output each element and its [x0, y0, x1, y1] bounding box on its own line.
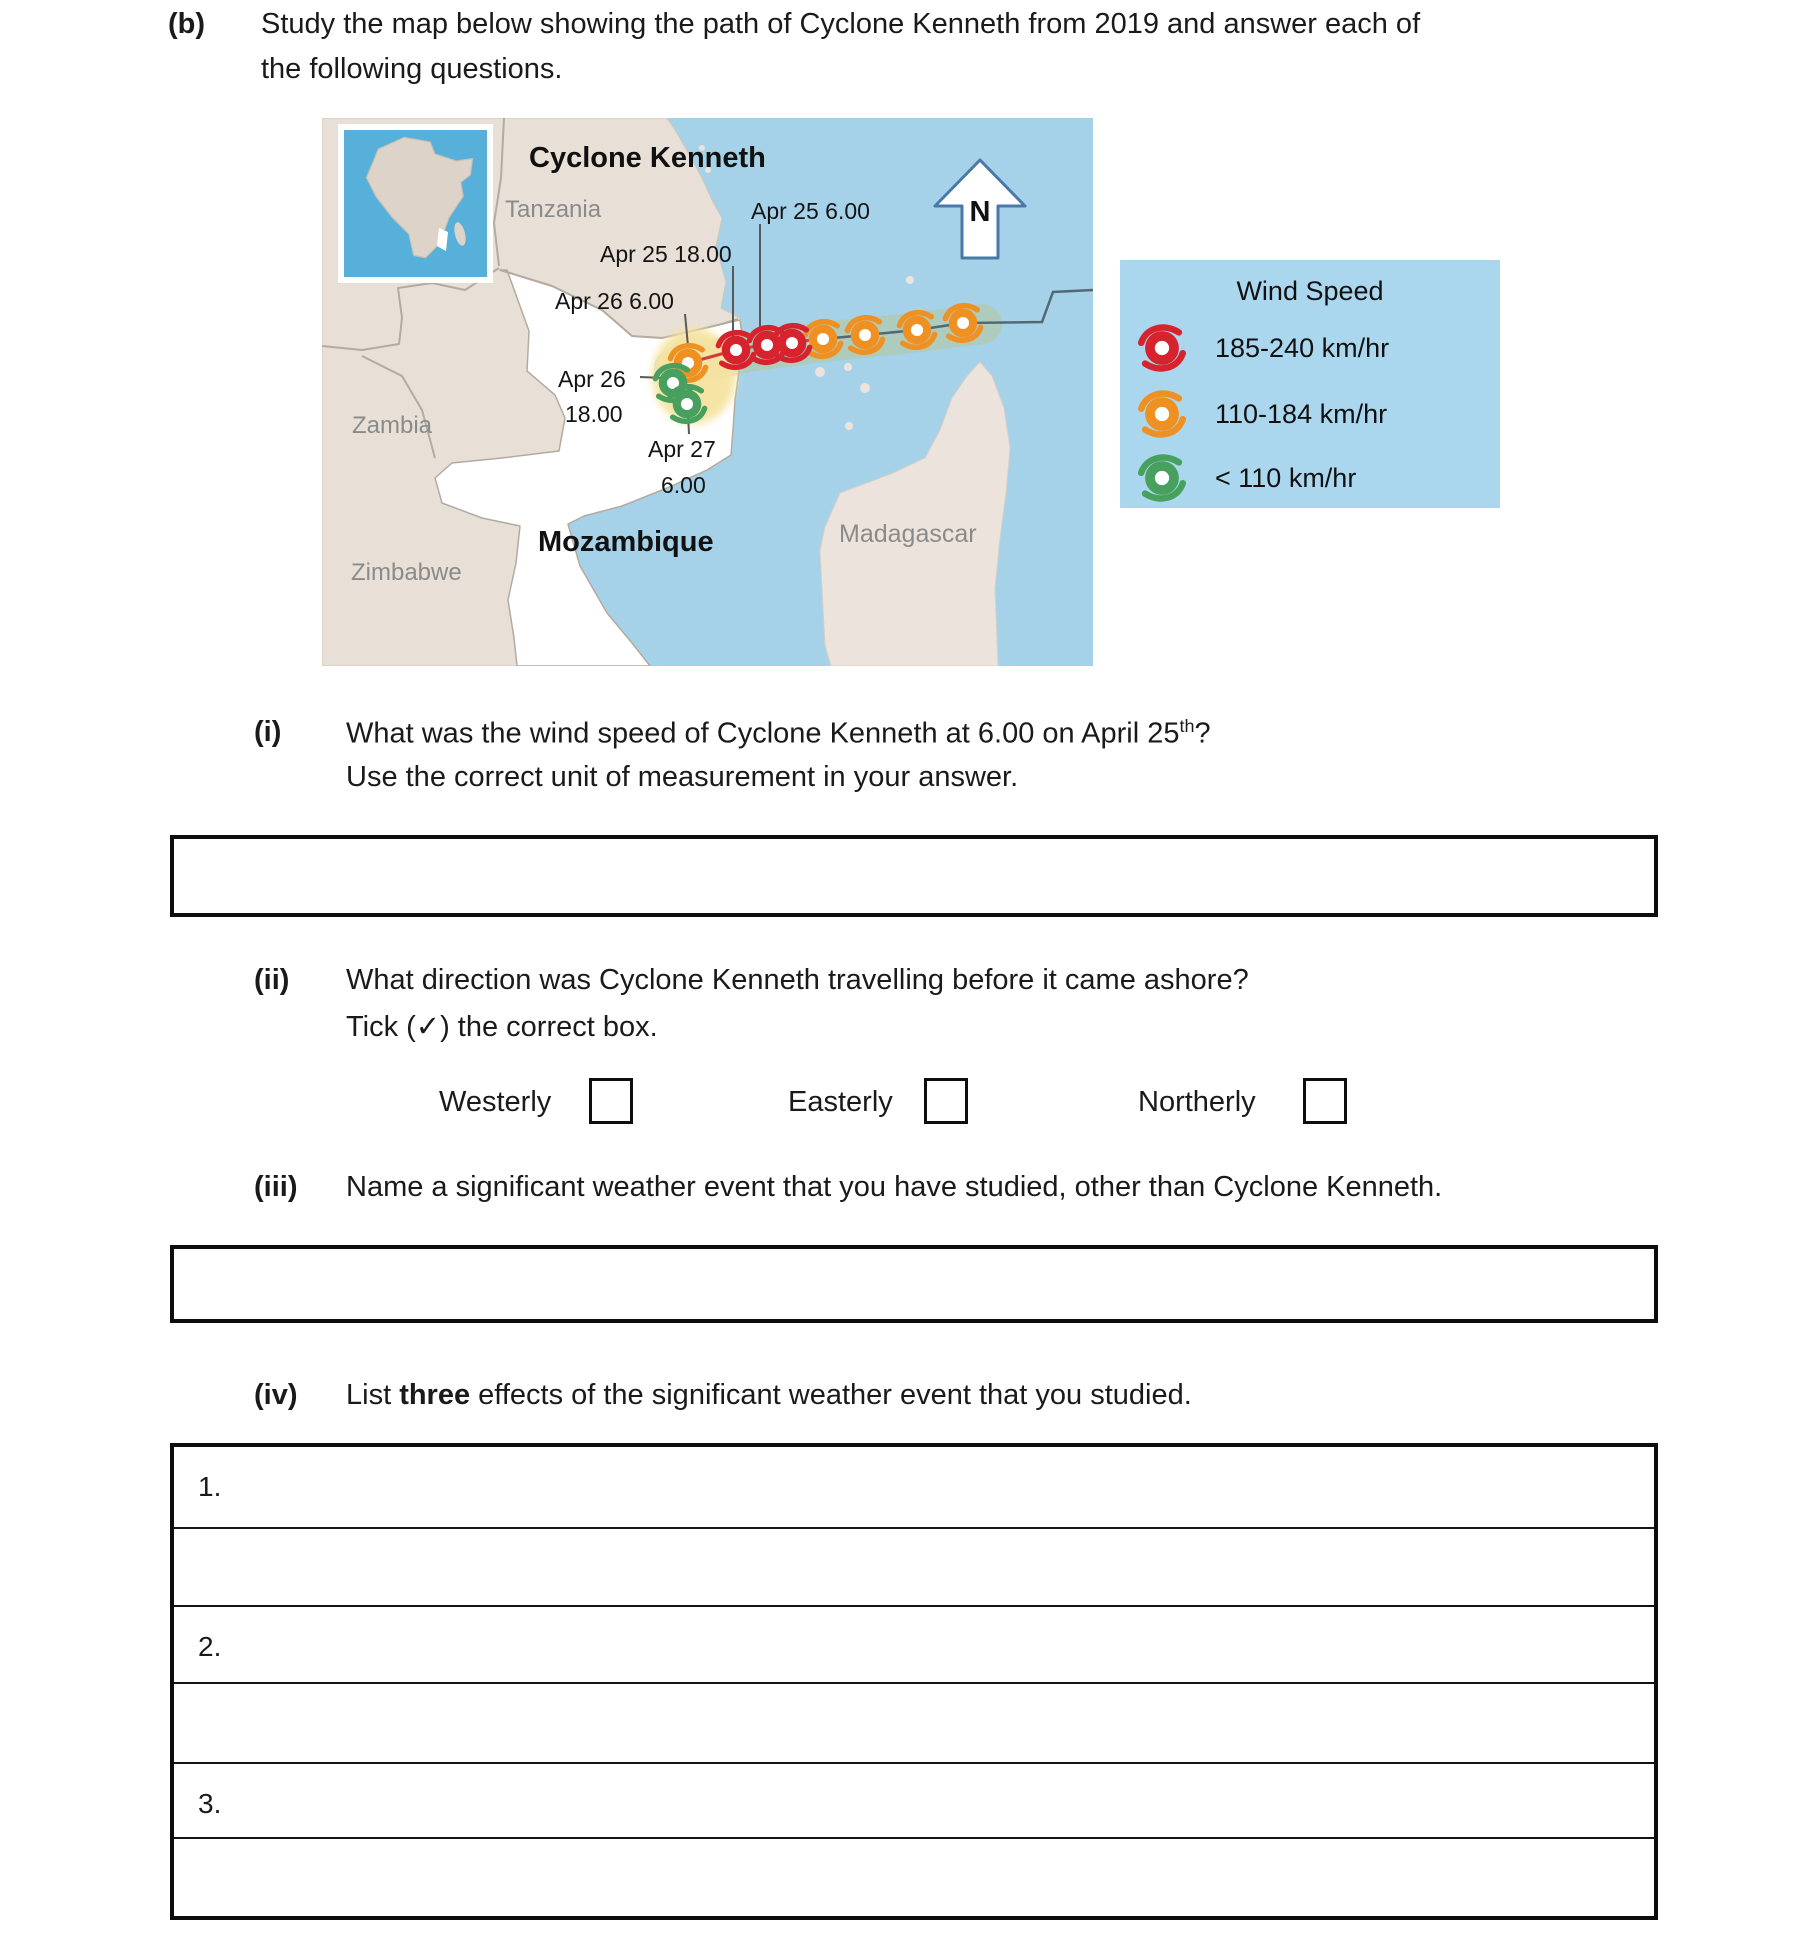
table-row-effect-1[interactable]: 1.: [174, 1447, 1654, 1529]
cyclone-icon-orange: [945, 306, 980, 341]
table-row-blank[interactable]: [174, 1529, 1654, 1607]
track-date-label: Apr 27: [648, 436, 716, 462]
question-i-line1: What was the wind speed of Cyclone Kenneth at 6.00 on April 25th?: [346, 716, 1211, 750]
table-row-effect-2[interactable]: 2.: [174, 1607, 1654, 1684]
map-title: Cyclone Kenneth: [529, 142, 766, 174]
option-label-northerly: Northerly: [1138, 1086, 1256, 1118]
intro-line-2: the following questions.: [261, 53, 563, 85]
question-ii-label: (ii): [254, 964, 290, 996]
answer-box-i[interactable]: [170, 835, 1658, 917]
question-b-label: (b): [168, 8, 206, 40]
effects-answer-table: [170, 1443, 1658, 1920]
legend-range-red: 185-240 km/hr: [1215, 333, 1390, 363]
africa-inset-map: [341, 127, 490, 280]
label-zimbabwe: Zimbabwe: [351, 559, 462, 586]
checkbox-northerly[interactable]: [1303, 1078, 1347, 1124]
track-date-label: Apr 26 6.00: [555, 288, 674, 314]
question-iv-text: List three effects of the significant weather event that you studied.: [346, 1379, 1192, 1411]
cyclone-icon-orange: [847, 318, 882, 353]
legend-cyclone-icon-orange: [1136, 388, 1188, 440]
cyclone-icon-red: [718, 333, 753, 368]
intro-line-1: Study the map below showing the path of Cyclone Kenneth from 2019 and answer each of: [261, 8, 1421, 40]
question-i-label: (i): [254, 716, 282, 748]
label-tanzania: Tanzania: [505, 196, 602, 223]
track-date-label: 18.00: [565, 401, 623, 427]
label-mozambique: Mozambique: [538, 526, 714, 558]
option-label-easterly: Easterly: [788, 1086, 893, 1118]
question-iii-text: Name a significant weather event that you have studied, other than Cyclone Kenneth.: [346, 1171, 1443, 1203]
question-ii-line2: Tick (✓) the correct box.: [346, 1011, 658, 1043]
cyclone-track-map: [322, 118, 1093, 666]
wind-speed-legend: [1120, 260, 1500, 508]
table-row-blank[interactable]: [174, 1839, 1654, 1916]
option-label-westerly: Westerly: [439, 1086, 552, 1118]
answer-box-iii[interactable]: [170, 1245, 1658, 1323]
north-arrow-label: N: [969, 196, 991, 228]
checkbox-easterly[interactable]: [924, 1078, 968, 1124]
legend-title: Wind Speed: [1236, 276, 1384, 306]
table-row-blank[interactable]: [174, 1684, 1654, 1764]
question-ii-line1: What direction was Cyclone Kenneth travelling before it came ashore?: [346, 964, 1249, 996]
question-iv-label: (iv): [254, 1379, 298, 1411]
label-zambia: Zambia: [352, 412, 433, 439]
legend-cyclone-icon-green: [1136, 452, 1188, 504]
track-date-label: Apr 26: [558, 366, 626, 392]
label-madagascar: Madagascar: [839, 520, 977, 548]
question-iii-label: (iii): [254, 1171, 298, 1203]
table-row-effect-3[interactable]: 3.: [174, 1764, 1654, 1839]
cyclone-icon-green: [669, 387, 704, 422]
checkbox-westerly[interactable]: [589, 1078, 633, 1124]
track-date-label: Apr 25 18.00: [600, 241, 732, 267]
legend-range-orange: 110-184 km/hr: [1215, 399, 1388, 429]
track-date-label: Apr 25 6.00: [751, 198, 870, 224]
legend-range-green: < 110 km/hr: [1215, 463, 1357, 493]
question-i-line2: Use the correct unit of measurement in your answer.: [346, 761, 1019, 793]
legend-cyclone-icon-red: [1136, 322, 1188, 374]
cyclone-icon-orange: [899, 313, 934, 348]
track-date-label: 6.00: [661, 472, 706, 498]
